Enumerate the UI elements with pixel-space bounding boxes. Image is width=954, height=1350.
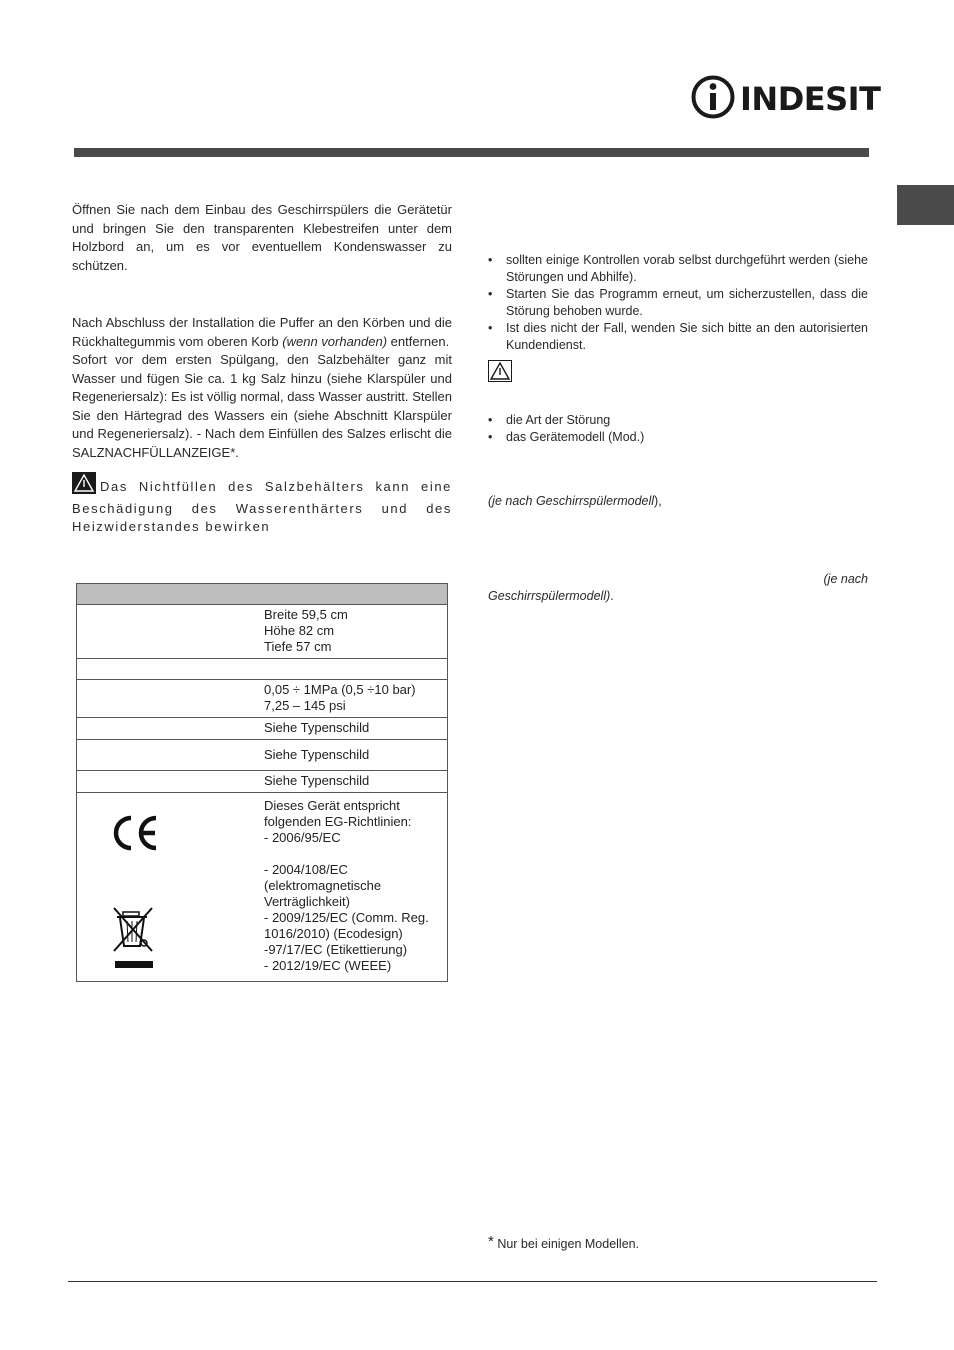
indesit-logo	[690, 74, 881, 124]
warning-icon	[488, 360, 868, 387]
table-row-power: Siehe Typenschild	[77, 740, 448, 771]
weee-bin-icon	[110, 905, 158, 977]
installation-note	[72, 201, 452, 275]
list-item: • das Gerätemodell (Mod.)	[488, 429, 868, 446]
logo-emblem-icon	[690, 74, 736, 120]
table-row-fuse: Siehe Typenschild	[77, 771, 448, 793]
salt-paragraph: Sofort vor dem ersten Spülgang, den Salzbehälter ganz mit Wasser und fügen Sie ca. 1 kg Salz hinzu (siehe Klarspüler und Regeneriersalz): Es ist völlig normal, dass Wasser austritt. Stellen Sie den Härtegrad des Wassers ein (siehe Abschnitt Klarspüler und Regeneriersalz). - Nach dem Einfüllen des Salzes erlischt die SALZNACHFÜLLANZEIGE*.	[72, 352, 452, 460]
table-header-row	[77, 584, 448, 605]
warning-icon	[72, 472, 96, 500]
list-item: • Ist dies nicht der Fall, wenden Sie sich bitte an den autorisierten Kundendienst.	[488, 320, 868, 354]
brand-name: INDESIT	[740, 80, 881, 118]
list-item: • die Art der Störung	[488, 412, 868, 429]
eu-directives: Dieses Gerät entspricht folgenden EG-Richtlinien: - 2006/95/EC - 2004/108/EC (elektromagnetische Verträglichkeit) - 2009/125/EC (Comm. Reg. 1016/2010) (Ecodesign) -97/17/EC (Etikettierung) - 2012/19/EC (WEEE)	[257, 793, 448, 982]
model-note-2: (je nach Geschirrspülermodell).	[488, 572, 868, 603]
buffers-paragraph: Nach Abschluss der Installation die Puffer an den Körben und die Rückhaltegummis vom oberen Korb (wenn vorhanden) entfernen.	[72, 315, 452, 349]
table-row-capacity	[77, 659, 448, 680]
header-bar	[74, 148, 869, 157]
table-row-directives	[77, 793, 448, 982]
technical-data-table	[76, 583, 448, 982]
footnote: * Nur bei einigen Modellen.	[488, 1233, 640, 1251]
service-section	[488, 252, 868, 446]
table-row-pressure: 0,05 ÷ 1MPa (0,5 ÷10 bar) 7,25 – 145 psi	[77, 680, 448, 718]
salt-warning: Das Nichtfüllen des Salzbehälters kann eine Beschädigung des Wasserenthärters und des Heizwiderstandes bewirken	[72, 472, 452, 537]
list-item: • sollten einige Kontrollen vorab selbst durchgeführt werden (siehe Störungen und Abhilfe).	[488, 252, 868, 286]
language-tab	[897, 185, 954, 225]
table-row-dimensions: Breite 59,5 cm Höhe 82 cm Tiefe 57 cm	[77, 605, 448, 659]
first-use-section	[72, 314, 452, 537]
bottom-rule	[68, 1281, 877, 1282]
table-row-voltage: Siehe Typenschild	[77, 718, 448, 740]
checks-list	[488, 252, 868, 354]
ce-mark-icon	[110, 813, 160, 857]
model-note-1: (je nach Geschirrspülermodell),	[488, 494, 662, 508]
report-list	[488, 412, 868, 446]
tape-paragraph: Öffnen Sie nach dem Einbau des Geschirrspülers die Gerätetür und bringen Sie den transparenten Klebestreifen unter dem Holzbord an, um es vor eventuellem Kondenswasser zu schützen.	[72, 202, 452, 273]
list-item: • Starten Sie das Programm erneut, um sicherzustellen, dass die Störung behoben wurde.	[488, 286, 868, 320]
